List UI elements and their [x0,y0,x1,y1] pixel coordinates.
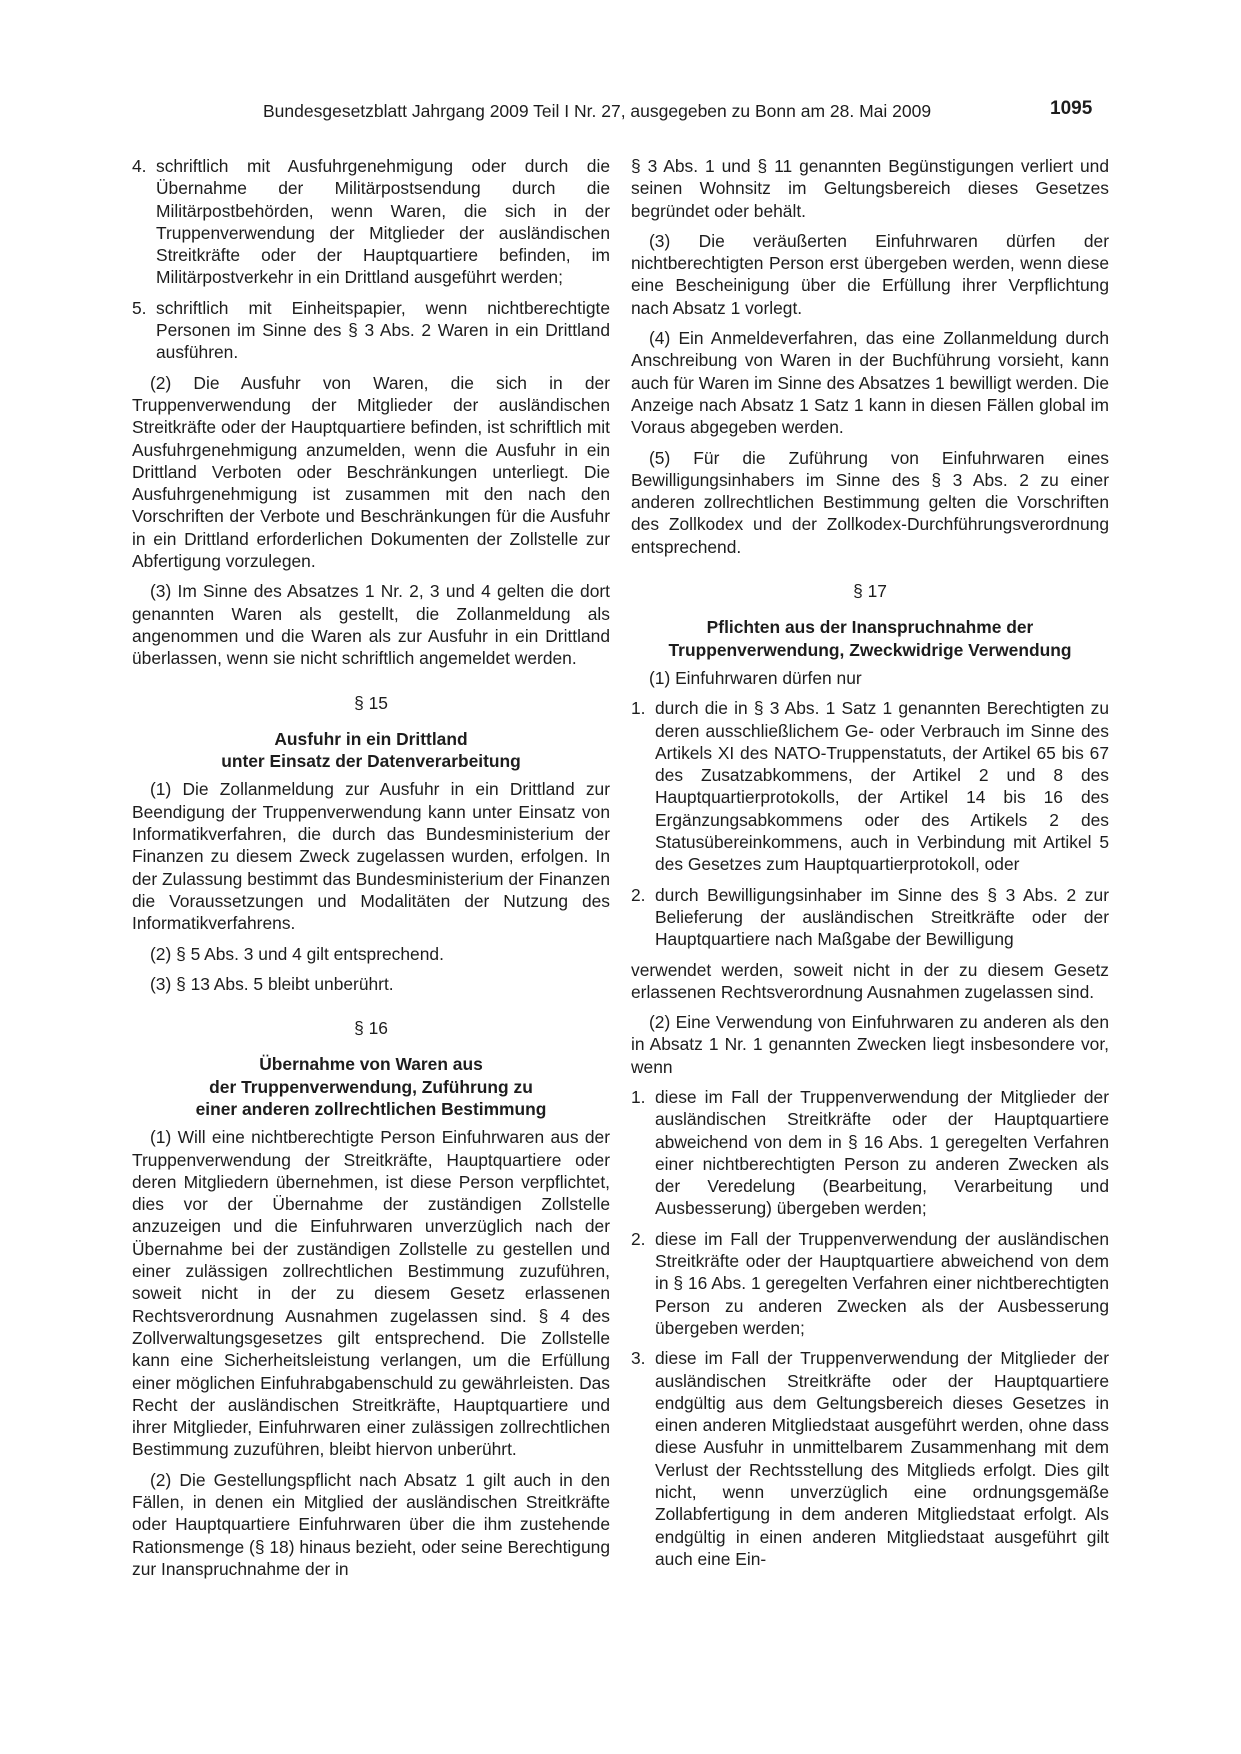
section-number: § 17 [853,581,887,602]
paragraph: (1) Will eine nichtberechtigte Person Einfuhrwaren aus der Truppenverwendung der Streitkräfte, Hauptquartiere oder deren Mitgliedern übernehmen, ist diese Person verpflichtet, dies vor der Übernahme der zuständigen Zollstelle anzuzeigen und die Einfuhrwaren unverzüglich nach der Übernahme bei der zuständigen Zollstelle zu gestellen und einer zulässigen zollrechtlichen Bestimmung zuzuführen, soweit nicht in der zu diesem Gesetz erlassenen Rechtsverordnung Ausnahmen zugelassen sind. § 4 des Zollverwaltungsgesetzes gilt entsprechend. Die Zollstelle kann eine Sicherheitsleistung verlangen, um die Erfüllung einer möglichen Einfuhrabgabenschuld zu gewährleisten. Das Recht der ausländischen Streitkräfte, Hauptquartiere und ihrer Mitglieder, Einfuhrwaren einer zulässigen zollrechtlichen Bestimmung zuzuführen, bleibt hiervon unberührt. [132,1127,610,1460]
paragraph: (2) § 5 Abs. 3 und 4 gilt entsprechend. [150,943,444,964]
section-title [631,616,1109,661]
section-title-line: Ausfuhr in ein Drittland [274,728,468,749]
paragraph: (1) Einfuhrwaren dürfen nur [649,667,862,688]
list-number: 2. [631,884,646,905]
paragraph: (2) Die Ausfuhr von Waren, die sich in der Truppenverwendung der Mitglieder der ausländischen Streitkräfte oder der Hauptquartiere befinden, ist schriftlich mit Ausfuhrgenehmigung anzumelden, wenn die Ausfuhr in ein Drittland Verboten oder Beschränkungen unterliegt. Die Ausfuhrgenehmigung ist zusammen mit den nach den Vorschriften der Verbote und Beschränkungen für die Ausfuhr in ein Drittland erforderlichen Dokumenten der Zollstelle zur Abfertigung vorzulegen. [132,372,610,572]
paragraph: (2) Eine Verwendung von Einfuhrwaren zu anderen als den in Absatz 1 Nr. 1 genannten Zwecken liegt insbesondere vor, wenn [631,1012,1109,1077]
section-number: § 16 [354,1018,388,1039]
list-text: diese im Fall der Truppenverwendung der ausländischen Streitkräfte oder der Hauptquartiere abweichend von dem in § 16 Abs. 1 geregelten Verfahren einer nichtberechtigten Person zu anderen Zwecken als der Ausbesserung übergeben werden; [655,1228,1109,1338]
paragraph: (3) § 13 Abs. 5 bleibt unberührt. [150,973,394,994]
list-item [631,884,1109,951]
list-text: diese im Fall der Truppenverwendung der Mitglieder der ausländischen Streitkräfte oder der Hauptquartiere abweichend von dem in § 16 Abs. 1 geregelten Verfahren einer nichtberechtigten Person zu anderen Zwecken als der Veredelung (Bearbeitung, Verarbeitung und Ausbesserung) übergeben werden; [655,1086,1109,1219]
list-number: 1. [631,698,646,719]
list-item [631,697,1109,875]
list-text: schriftlich mit Ausfuhrgenehmigung oder durch die Übernahme der Militärpostsendung durch die Militärpostbehörden, wenn Waren, die sich in der Truppenverwendung der Mitglieder der ausländischen Streitkräfte oder der Hauptquartiere befinden, im Militärpostverkehr in ein Drittland ausgeführt werden; [156,156,610,288]
paragraph: (3) Die veräußerten Einfuhrwaren dürfen der nichtberechtigten Person erst übergeben werden, wenn diese eine Bescheinigung über die Erfüllung ihrer Verpflichtung nach Absatz 1 vorlegt. [631,230,1109,318]
list-item [631,1086,1109,1220]
list-number: 5. [132,297,147,318]
list-item [631,1228,1109,1339]
list-number: 4. [132,156,147,176]
list-text: schriftlich mit Einheitspapier, wenn nichtberechtigte Personen im Sinne des § 3 Abs. 2 Waren in ein Drittland ausführen. [156,297,610,363]
paragraph: (4) Ein Anmeldeverfahren, das eine Zollanmeldung durch Anschreibung von Waren in der Buchführung vorsieht, kann auch für Waren im Sinne des Absatzes 1 bewilligt werden. Die Anzeige nach Absatz 1 Satz 1 kann in diesen Fällen global im Voraus abgegeben werden. [631,328,1109,438]
section-title-line: Übernahme von Waren aus [259,1054,483,1075]
list-text: durch die in § 3 Abs. 1 Satz 1 genannten Berechtigten zu deren ausschließlichem Ge- oder Verbrauch im Sinne des Artikels XI des NATO-Truppenstatuts, der Artikel 65 bis 67 des Zusatzabkommens, der Artikel 2 und 8 des Hauptquartierprotokolls, der Artikel 14 bis 16 des Ergänzungsabkommens oder des Artikels 2 des Statusübereinkommens, auch in Verbindung mit Artikel 5 des Gesetzes zum Hauptquartierprotokoll, oder [655,698,1109,875]
running-header: Bundesgesetzblatt Jahrgang 2009 Teil I Nr. 27, ausgegeben zu Bonn am 28. Mai 2009 [263,101,932,121]
section-title-line: Truppenverwendung, Zweckwidrige Verwendung [668,639,1072,660]
list-item [132,155,610,289]
page-number: 1095 [1050,98,1093,119]
section-title-line: unter Einsatz der Datenverarbeitung [221,751,521,772]
section-title-line: der Truppenverwendung, Zuführung zu [209,1076,533,1097]
list-text: durch Bewilligungsinhaber im Sinne des § 3 Abs. 2 zur Belieferung der ausländischen Streitkräfte oder der Hauptquartiere nach Maßgabe der Bewilligung [655,884,1109,950]
section-title [132,728,610,773]
list-item [631,1347,1109,1570]
section-title [132,1053,610,1120]
list-number: 3. [631,1348,646,1369]
section-title-line: Pflichten aus der Inanspruchnahme der [706,617,1034,638]
list-number: 1. [631,1086,646,1107]
paragraph: (3) Im Sinne des Absatzes 1 Nr. 2, 3 und 4 gelten die dort genannten Waren als gestellt, die Zollanmeldung als angenommen und die Waren als zur Ausfuhr in ein Drittland überlassen, wenn sie nicht schriftlich angemeldet werden. [132,581,610,669]
paragraph: (5) Für die Zuführung von Einfuhrwaren eines Bewilligungsinhabers im Sinne des § 3 Abs. 2 zu einer anderen zollrechtlichen Bestimmung gelten die Vorschriften des Zollkodex und der Zollkodex-Durchführungsverordnung entsprechend. [631,447,1109,557]
paragraph: (1) Die Zollanmeldung zur Ausfuhr in ein Drittland zur Beendigung der Truppenverwendung kann unter Einsatz von Informatikverfahren, die durch das Bundesministerium der Finanzen zu diesem Zweck zugelassen wurden, erfolgen. In der Zulassung bestimmt das Bundesministerium der Finanzen die Voraussetzungen und Modalitäten der Nutzung des Informatikverfahrens. [132,779,610,934]
paragraph: § 3 Abs. 1 und § 11 genannten Begünstigungen verliert und seinen Wohnsitz im Geltungsbereich dieses Gesetzes begründet oder behält. [631,156,1109,221]
list-number: 2. [631,1228,646,1249]
paragraph: (2) Die Gestellungspflicht nach Absatz 1 gilt auch in den Fällen, in denen ein Mitglied der ausländischen Streitkräfte oder Hauptquartiere Einfuhrwaren über die ihm zustehende Rationsmenge (§ 18) hinaus bezieht, oder seine Berechtigung zur Inanspruchnahme der in [132,1469,610,1579]
paragraph: verwendet werden, soweit nicht in der zu diesem Gesetz erlassenen Rechtsverordnung Ausnahmen zugelassen sind. [631,959,1109,1002]
right-column [631,155,1109,1578]
section-number: § 15 [354,692,388,713]
list-item [132,297,610,364]
section-title-line: einer anderen zollrechtlichen Bestimmung [195,1098,547,1119]
left-column [132,155,610,1588]
list-text: diese im Fall der Truppenverwendung der Mitglieder der ausländischen Streitkräfte oder der Hauptquartiere endgültig aus dem Geltungsbereich dieses Gesetzes in einen anderen Mitgliedstaat ausgeführt werden, ohne dass diese Ausfuhr in unmittelbarem Zusammenhang mit dem Verlust der Rechtsstellung des Mitglieds erfolgt. Dies gilt nicht, wenn unverzüglich eine ordnungsgemäße Zollabfertigung in dem anderen Mitgliedstaat erfolgt. Als endgültig in einen anderen Mitgliedstaat ausgeführt gilt auch eine Ein- [655,1348,1109,1569]
